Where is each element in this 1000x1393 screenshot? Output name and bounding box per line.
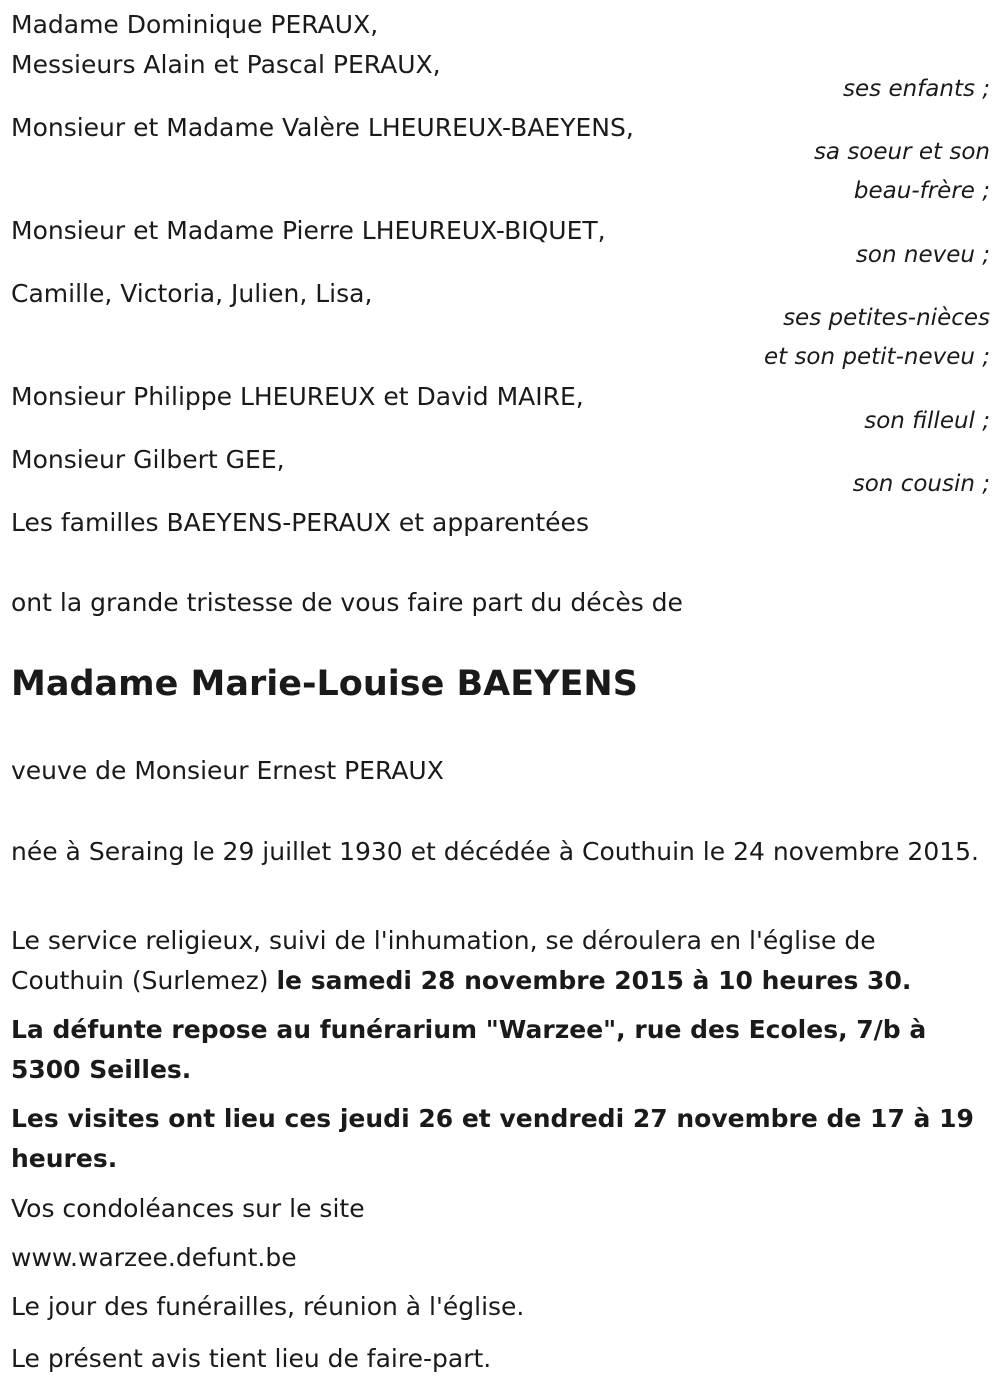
- relation-label: et son petit-neveu ;: [763, 344, 990, 370]
- relation-label: son filleul ;: [864, 408, 990, 434]
- family-member-line: Messieurs Alain et Pascal PERAUX,: [11, 50, 441, 79]
- family-member-line: Les familles BAEYENS-PERAUX et apparentées: [11, 508, 589, 537]
- family-member-line: Monsieur et Madame Pierre LHEUREUX-BIQUET,: [11, 216, 606, 245]
- deceased-name: Madame Marie-Louise BAEYENS: [11, 664, 638, 704]
- funerarium-info: La défunte repose au funérarium "Warzee", rue des Ecoles, 7/b à 5300 Seilles.: [11, 1015, 927, 1084]
- relation-label: son neveu ;: [855, 242, 990, 268]
- website-link[interactable]: www.warzee.defunt.be: [11, 1243, 297, 1272]
- widow-of: veuve de Monsieur Ernest PERAUX: [11, 756, 444, 785]
- service-text: Le service religieux, suivi de l'inhumation, se déroulera en l'église de Couthuin (Surlemez): [11, 926, 876, 995]
- family-member-line: Camille, Victoria, Julien, Lisa,: [11, 279, 373, 308]
- family-member-line: Monsieur et Madame Valère LHEUREUX-BAEYENS,: [11, 113, 634, 142]
- condolences-text: Vos condoléances sur le site: [11, 1194, 365, 1223]
- service-datetime: le samedi 28 novembre 2015 à 10 heures 30.: [276, 966, 912, 995]
- relation-label: sa soeur et son: [813, 139, 990, 165]
- relation-label: son cousin ;: [852, 471, 990, 497]
- meeting-info: Le jour des funérailles, réunion à l'église.: [11, 1292, 525, 1321]
- relation-label: ses enfants ;: [843, 76, 990, 102]
- birth-death-info: née à Seraing le 29 juillet 1930 et décédée à Couthuin le 24 novembre 2015.: [11, 837, 980, 866]
- relation-label: beau-frère ;: [853, 178, 990, 204]
- notice-text: Le présent avis tient lieu de faire-part.: [11, 1344, 492, 1373]
- service-info: [11, 921, 986, 1001]
- family-member-line: Monsieur Philippe LHEUREUX et David MAIRE,: [11, 382, 584, 411]
- announcement-intro: ont la grande tristesse de vous faire part du décès de: [11, 588, 683, 617]
- family-member-line: Monsieur Gilbert GEE,: [11, 445, 285, 474]
- visits-info: Les visites ont lieu ces jeudi 26 et vendredi 27 novembre de 17 à 19 heures.: [11, 1104, 974, 1173]
- family-member-line: Madame Dominique PERAUX,: [11, 10, 379, 39]
- relation-label: ses petites-nièces: [783, 305, 990, 331]
